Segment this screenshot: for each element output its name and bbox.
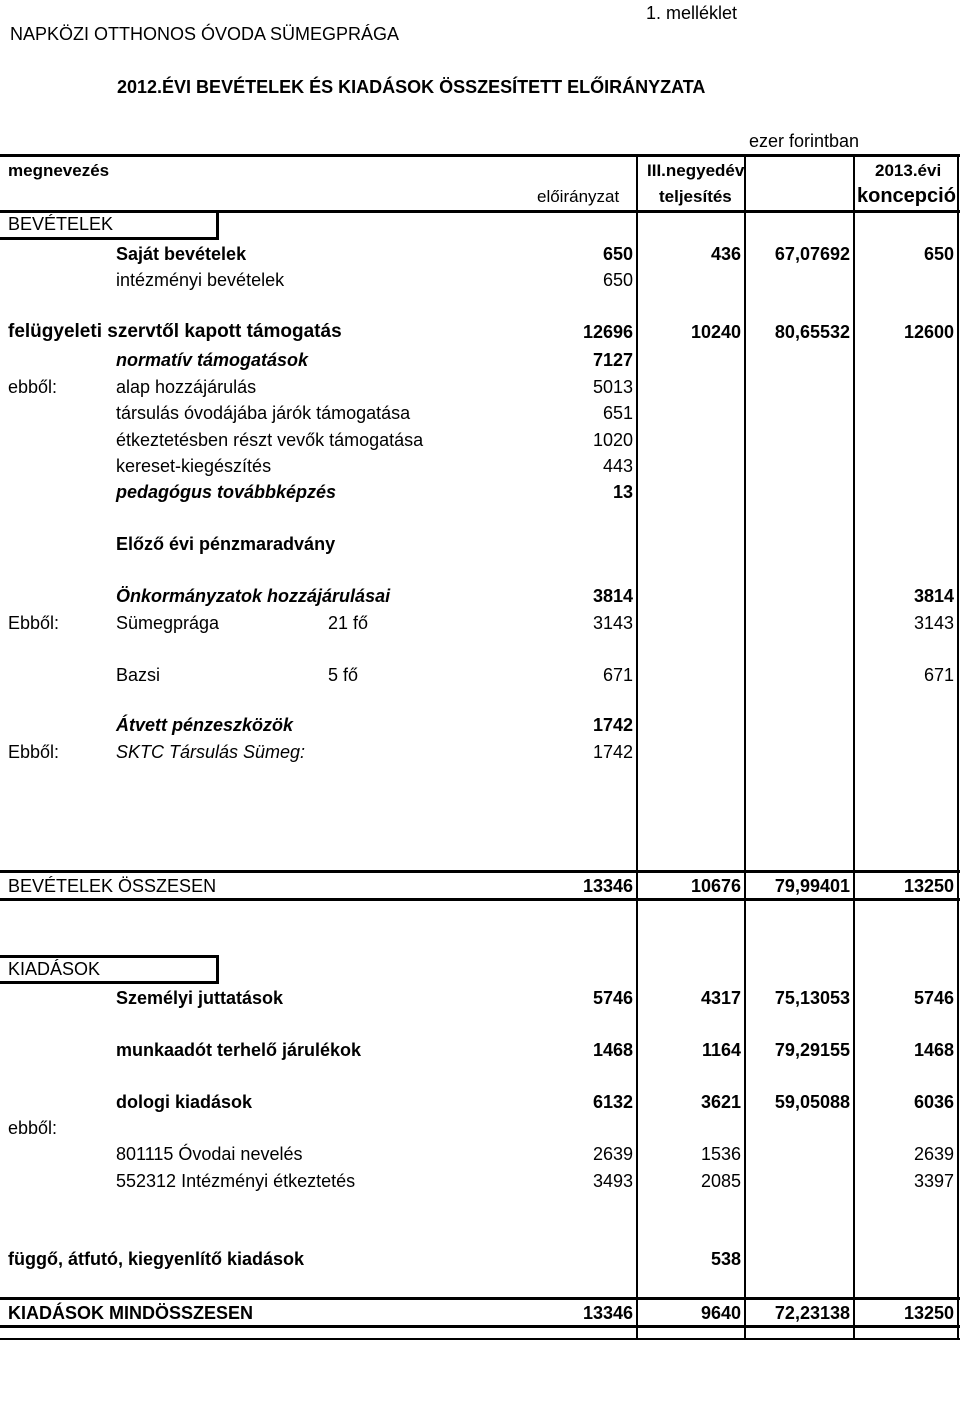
row-income-total-actual: 10676 [690, 876, 741, 896]
column-header-q3-top: III.negyedév [647, 161, 745, 180]
row-material-label: dologi kiadások [116, 1092, 253, 1112]
row-municipal-concept: 3814 [913, 586, 954, 606]
row-expense-total-actual: 9640 [700, 1303, 741, 1323]
row-material-actual: 3621 [700, 1092, 741, 1112]
section-box-bottom [0, 237, 219, 240]
expense-total-bottom-line [0, 1325, 960, 1328]
row-sumeg-label: Sümegprága [116, 613, 220, 633]
row-sumeg-plan: 3143 [592, 613, 633, 633]
row-edu-label: 801115 Óvodai nevelés [116, 1144, 303, 1164]
row-base-plan: 5013 [592, 377, 633, 397]
row-transferred-plan: 1742 [592, 715, 633, 735]
col-divider-pct [853, 154, 855, 1340]
row-bazsi-label: Bazsi [116, 665, 161, 685]
row-bazsi-count: 5 fő [328, 665, 359, 685]
row-bazsi-plan: 671 [602, 665, 633, 685]
institution-name: NAPKÖZI OTTHONOS ÓVODA SÜMEGPRÁGA [10, 24, 400, 44]
bottom-border [0, 1338, 960, 1340]
row-support-concept: 12600 [903, 322, 954, 342]
row-assoc-plan: 651 [602, 403, 633, 423]
row-catering-actual: 2085 [700, 1171, 741, 1191]
row-personal-pct: 75,13053 [774, 988, 850, 1008]
income-total-top-line [0, 870, 960, 873]
ebbol-label-2: Ebből: [8, 613, 60, 633]
ebbol-label-4: ebből: [8, 1118, 58, 1138]
column-header-q3-bottom: teljesítés [659, 187, 732, 206]
row-edu-actual: 1536 [700, 1144, 741, 1164]
row-contrib-actual: 1164 [701, 1040, 741, 1060]
row-own-label: Saját bevételek [116, 244, 247, 264]
ebbol-label-1: ebből: [8, 377, 58, 397]
row-normative-plan: 7127 [592, 350, 633, 370]
row-contrib-plan: 1468 [592, 1040, 633, 1060]
row-pending-label: függő, átfutó, kiegyenlítő kiadások [8, 1249, 305, 1269]
row-catering-concept: 3397 [913, 1171, 954, 1191]
section-box-right [216, 211, 219, 239]
section-expenses: KIADÁSOK [8, 959, 101, 979]
section-income: BEVÉTELEK [8, 214, 114, 234]
row-material-concept: 6036 [913, 1092, 954, 1112]
row-material-plan: 6132 [592, 1092, 633, 1112]
row-sktc-plan: 1742 [592, 742, 633, 762]
top-border [0, 154, 960, 157]
row-own-actual: 436 [710, 244, 741, 264]
row-contrib-pct: 79,29155 [774, 1040, 850, 1060]
row-edu-concept: 2639 [913, 1144, 954, 1164]
row-sumeg-concept: 3143 [913, 613, 954, 633]
row-training-plan: 13 [612, 482, 633, 502]
page-title: 2012.ÉVI BEVÉTELEK ÉS KIADÁSOK ÖSSZESÍTETT ELŐIRÁNYZATA [117, 77, 706, 97]
row-inst-plan: 650 [602, 270, 633, 290]
column-header-name: megnevezés [8, 161, 110, 180]
row-meals-label: étkeztetésben részt vevők támogatása [116, 430, 424, 450]
row-support-pct: 80,65532 [774, 322, 850, 342]
row-edu-plan: 2639 [592, 1144, 633, 1164]
attachment-label: 1. melléklet [646, 3, 738, 23]
col-divider-actual [744, 154, 746, 1340]
row-support-label: felügyeleti szervtől kapott támogatás [8, 321, 342, 342]
expense-box-right [216, 955, 219, 983]
row-material-pct: 59,05088 [774, 1092, 850, 1112]
row-pending-actual: 538 [710, 1249, 741, 1269]
row-training-label: pedagógus továbbképzés [116, 482, 337, 502]
ebbol-label-3: Ebből: [8, 742, 60, 762]
row-income-total-pct: 79,99401 [774, 876, 850, 896]
row-personal-actual: 4317 [700, 988, 741, 1008]
row-sktc-label: SKTC Társulás Sümeg: [116, 742, 306, 762]
row-support-actual: 10240 [690, 322, 741, 342]
row-catering-plan: 3493 [592, 1171, 633, 1191]
row-municipal-plan: 3814 [592, 586, 633, 606]
row-residue-label: Előző évi pénzmaradvány [116, 534, 336, 554]
row-expense-total-concept: 13250 [903, 1303, 954, 1323]
row-contrib-label: munkaadót terhelő járulékok [116, 1040, 362, 1060]
row-personal-plan: 5746 [592, 988, 633, 1008]
header-bottom-line [0, 210, 960, 213]
row-sumeg-count: 21 fő [328, 613, 369, 633]
column-header-concept-bottom: koncepció [857, 185, 956, 207]
row-income-total-label: BEVÉTELEK ÖSSZESEN [8, 876, 217, 896]
row-personal-concept: 5746 [913, 988, 954, 1008]
col-divider-plan [636, 154, 638, 1340]
row-income-total-plan: 13346 [582, 876, 633, 896]
right-border [957, 154, 959, 1340]
row-support-plan: 12696 [582, 322, 633, 342]
row-meals-plan: 1020 [592, 430, 633, 450]
row-transferred-label: Átvett pénzeszközök [116, 715, 294, 735]
row-expense-total-plan: 13346 [582, 1303, 633, 1323]
row-base-label: alap hozzájárulás [116, 377, 257, 397]
row-normative-label: normatív támogatások [116, 350, 309, 370]
column-header-plan: előirányzat [537, 187, 620, 206]
income-total-bottom-line [0, 898, 960, 901]
row-wage-plan: 443 [602, 456, 633, 476]
row-income-total-concept: 13250 [903, 876, 954, 896]
row-own-concept: 650 [923, 244, 954, 264]
row-catering-label: 552312 Intézményi étkeztetés [116, 1171, 356, 1191]
column-header-concept-top: 2013.évi [875, 161, 942, 180]
row-contrib-concept: 1468 [913, 1040, 954, 1060]
unit-label: ezer forintban [749, 131, 860, 151]
row-inst-label: intézményi bevételek [116, 270, 285, 290]
row-bazsi-concept: 671 [923, 665, 954, 685]
row-personal-label: Személyi juttatások [116, 988, 284, 1008]
expense-box-bottom [0, 981, 219, 984]
row-own-pct: 67,07692 [774, 244, 850, 264]
row-expense-total-label: KIADÁSOK MINDÖSSZESEN [8, 1303, 254, 1323]
row-expense-total-pct: 72,23138 [774, 1303, 850, 1323]
row-assoc-label: társulás óvodájába járók támogatása [116, 403, 411, 423]
row-own-plan: 650 [602, 244, 633, 264]
row-wage-label: kereset-kiegészítés [116, 456, 272, 476]
row-municipal-label: Önkormányzatok hozzájárulásai [116, 586, 391, 606]
expense-total-top-line [0, 1297, 960, 1300]
